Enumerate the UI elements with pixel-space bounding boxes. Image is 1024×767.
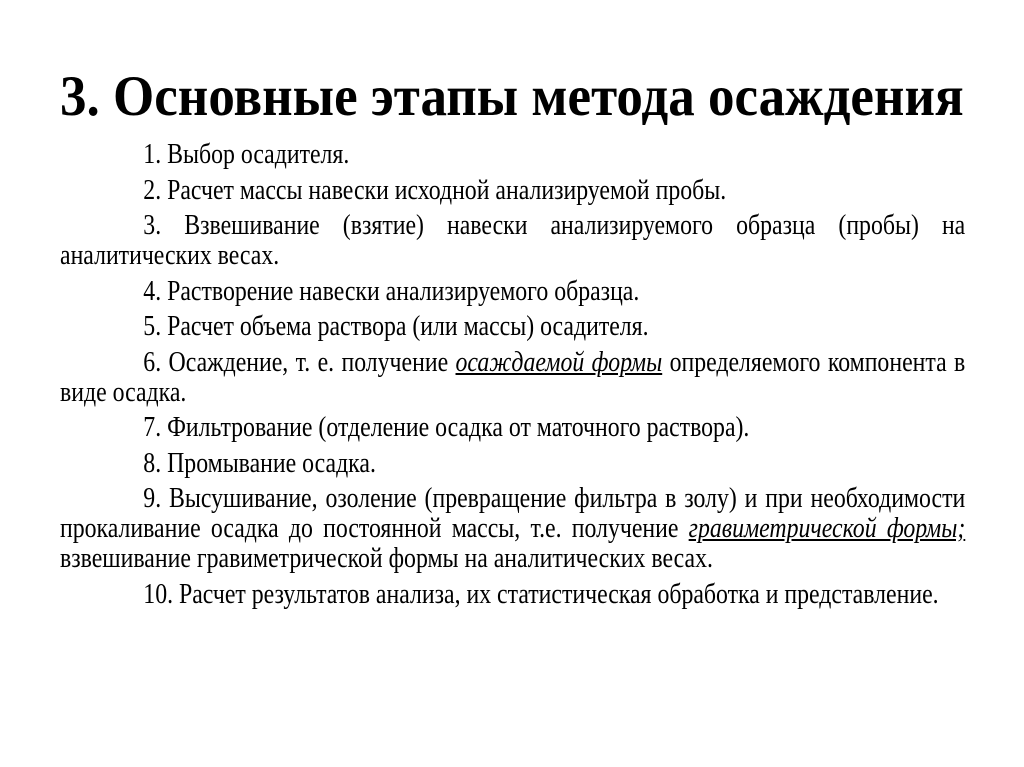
steps-list [60, 140, 965, 615]
term-precipitated-form: осаждаемой формы [455, 346, 663, 378]
step-4: 4. Растворение навески анализируемого образца. [143, 275, 640, 307]
step-5: 5. Расчет объема раствора (или массы) осадителя. [143, 311, 649, 342]
step-7: 7. Фильтрование (отделение осадка от маточного раствора). [143, 412, 750, 443]
step-6-text-end: определяемого компонента в виде осадка. [60, 346, 966, 408]
term-gravimetric-form: гравиметрической формы; [688, 513, 966, 544]
slide-title [0, 62, 1024, 132]
step-9-text-end: взвешивание гравиметрической формы на аналитических весах. [60, 543, 713, 574]
step-8: 8. Промывание осадка. [143, 447, 376, 479]
step-6-text: 6. Осаждение, т. е. получение [143, 346, 456, 378]
slide-title-text: 3. Основные этапы метода осаждения [60, 65, 964, 128]
step-2: 2. Расчет массы навески исходной анализируемой пробы. [143, 174, 727, 206]
step-1: 1. Выбор осадителя. [143, 139, 350, 170]
step-6 [60, 348, 965, 408]
step-3: 3. Взвешивание (взятие) навески анализируемого образца (пробы) на аналитических весах. [60, 210, 966, 271]
step-9-text: 9. Высушивание, озоление (превращение фильтра в золу) и при необходимости прокаливание осадка до постоянной массы, т.е. получение [60, 483, 966, 544]
step-9 [60, 484, 965, 574]
step-10: 10. Расчет результатов анализа, их статистическая обработка и представление. [143, 578, 939, 610]
